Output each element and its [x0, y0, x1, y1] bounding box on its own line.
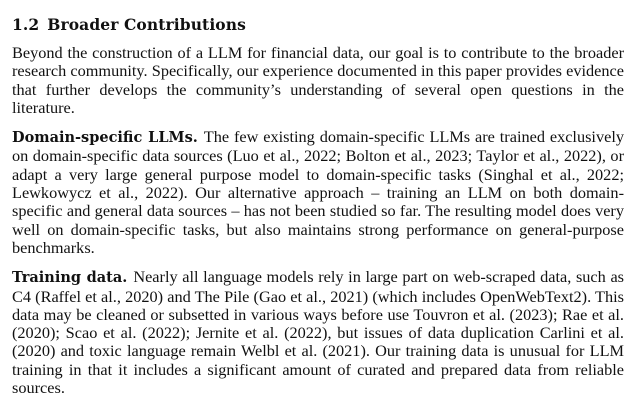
- training-data-heading: Training data.: [12, 269, 128, 287]
- domain-specific-paragraph-text: The few existing domain-specific LLMs are trained exclusively on domain-specific data sources (Luo et al., 2022; Bolton et al., 2023; Taylor et al., 2022), or adapt a very large general purpose model to domain-specific tasks (Singhal et al., 2022; Lewkowycz et al., 2022). Our alternative approach – training an LLM on both domain-specific and general data sources – has not been studied so far. The resulting model does very well on domain-specific tasks, but also maintains strong performance on general-purpose benchmarks.: [12, 127, 624, 257]
- section-title: Broader Contributions: [47, 15, 246, 34]
- training-data-paragraph-text: Nearly all language models rely in large part on web-scraped data, such as C4 (Raffel et al., 2020) and The Pile (Gao et al., 2021) (which includes OpenWebText2). This data may be cleaned or subsetted in various ways before use Touvron et al. (2023); Rae et al. (2020); Scao et al. (2022); Jernite et al. (2022), but issues of data duplication Carlini et al. (2020) and toxic language remain Welbl et al. (2021). Our training data is unusual for LLM training in that it includes a significant amount of curated and prepared data from reliable sources.: [12, 267, 625, 398]
- domain-specific-heading: Domain-specific LLMs.: [12, 129, 198, 147]
- paper-page: [12, 14, 624, 397]
- domain-specific-paragraph: [12, 128, 624, 257]
- section-number: 1.2: [12, 15, 40, 34]
- training-data-paragraph: [12, 268, 624, 397]
- intro-paragraph: [12, 44, 624, 117]
- intro-paragraph-text: Beyond the construction of a LLM for financial data, our goal is to contribute to the broader research community. Specifically, our experience documented in this paper provides evidence that further develops the community’s understanding of several open questions in the literature.: [12, 43, 624, 117]
- section-heading: [12, 14, 624, 36]
